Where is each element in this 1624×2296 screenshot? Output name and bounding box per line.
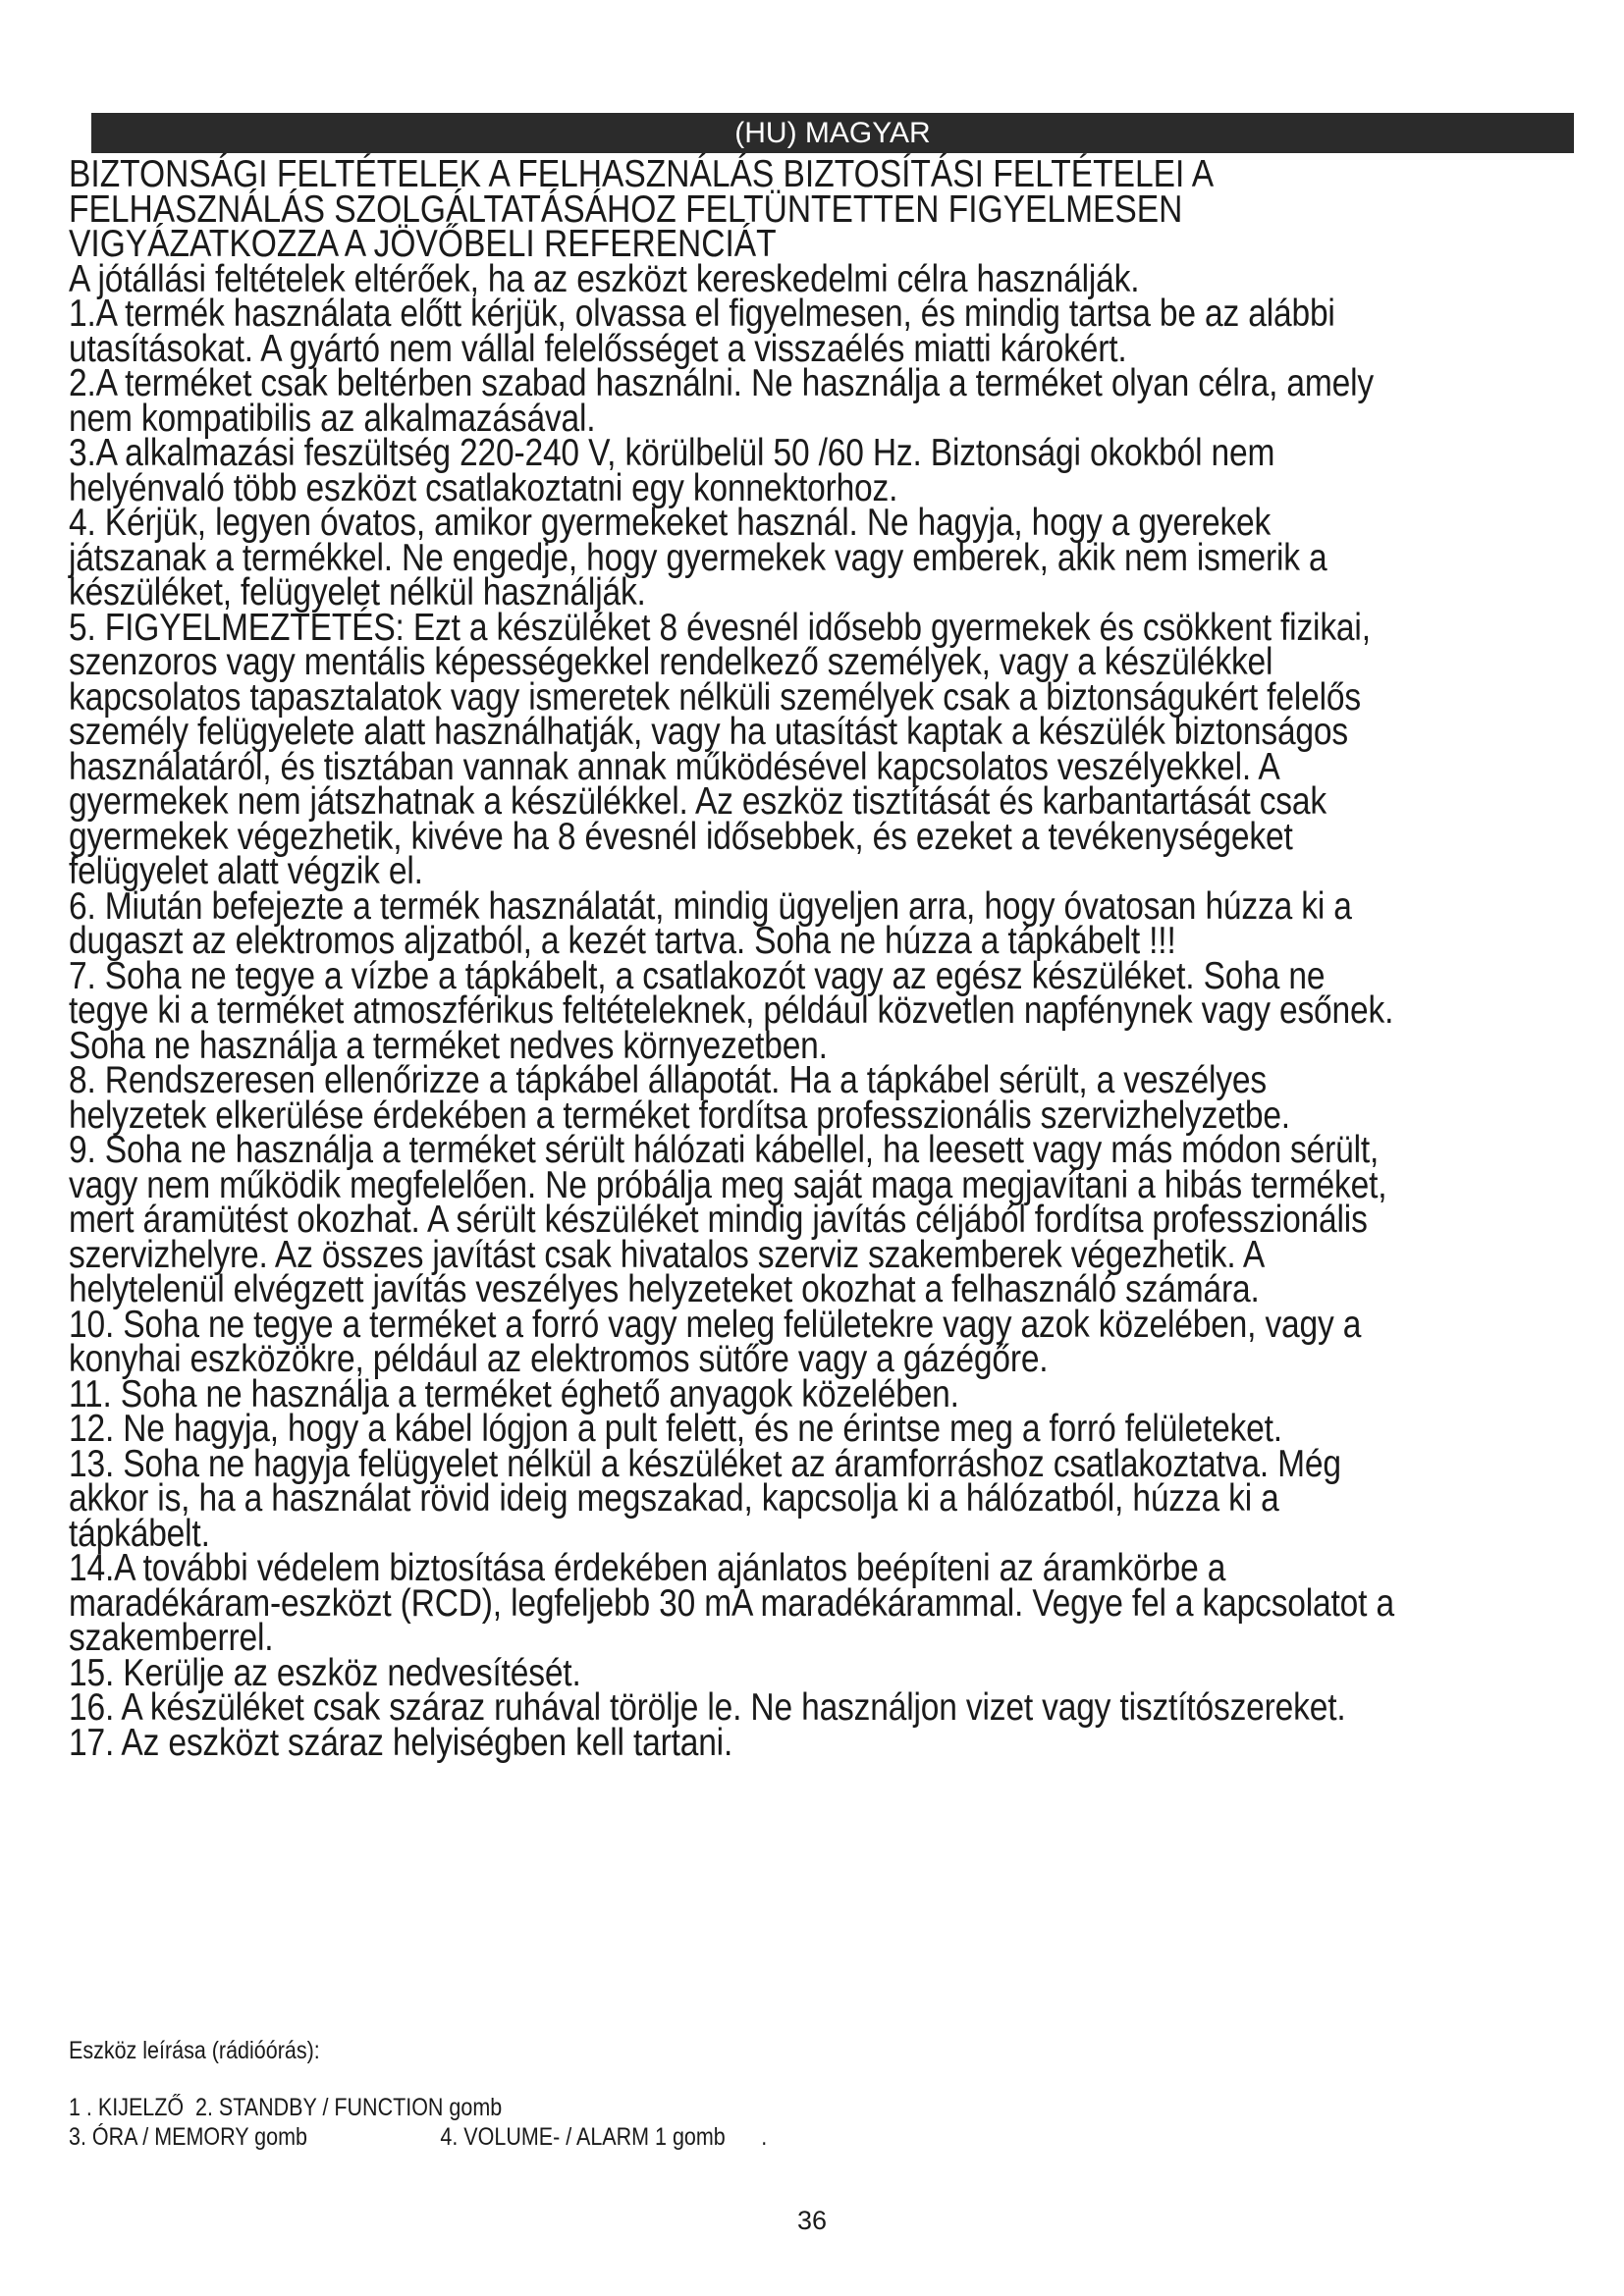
instruction-line: tegye ki a terméket atmoszférikus feltételeknek, például közvetlen napfénynek vagy esőnek.	[69, 989, 1394, 1032]
instruction-line: mert áramütést okozhat. A sérült készüléket mindig javítás céljából fordítsa professzionális	[69, 1199, 1368, 1241]
instruction-line: készüléket, felügyelet nélkül használják.	[69, 571, 646, 614]
instruction-line: vagy nem működik megfelelően. Ne próbálja meg saját maga megjavítani a hibás terméket,	[69, 1163, 1387, 1206]
instruction-line: Soha ne használja a terméket nedves környezetben.	[69, 1024, 828, 1067]
instruction-line: kapcsolatos tapasztalatok vagy ismeretek nélküli személyek csak a biztonságukért felelős	[69, 675, 1361, 719]
instruction-line: helyénvaló több eszközt csatlakoztatni egy konnektorhoz.	[69, 466, 898, 509]
instruction-line: 8. Rendszeresen ellenőrizze a tápkábel állapotát. Ha a tápkábel sérült, a veszélyes	[69, 1059, 1267, 1101]
instruction-line: helyzetek elkerülése érdekében a terméket fordítsa professzionális szervizhelyzetbe.	[69, 1094, 1290, 1137]
instruction-line: személy felügyelete alatt használhatják, vagy ha utasítást kaptak a készülék biztonságos	[69, 711, 1349, 753]
instruction-line: 5. FIGYELMEZTETÉS: Ezt a készüléket 8 évesnél idősebb gyermekek és csökkent fizikai,	[69, 606, 1371, 649]
instruction-item	[69, 1686, 1369, 1729]
instruction-line: 6. Miután befejezte a termék használatát, mindig ügyeljen arra, hogy óvatosan húzza ki a	[69, 884, 1352, 928]
instruction-line: 3.A alkalmazási feszültség 220-240 V, körülbelül 50 /60 Hz. Biztonsági okokból nem	[69, 432, 1275, 474]
instruction-line: 1.A termék használata előtt kérjük, olvassa el figyelmesen, és mindig tartsa be az alábbi	[69, 293, 1335, 335]
instruction-item	[69, 502, 1369, 614]
instruction-line: 2.A terméket csak beltérben szabad használni. Ne használja a terméket olyan célra, amely	[69, 362, 1375, 404]
part-trailing-dot: .	[761, 2123, 768, 2151]
instruction-line: gyermekek végezhetik, kivéve ha 8 évesnél idősebbek, és ezeket a tevékenységeket	[69, 815, 1293, 858]
title-line: BIZTONSÁGI FELTÉTELEK A FELHASZNÁLÁS BIZTOSÍTÁSI FELTÉTELEI A	[69, 153, 1215, 195]
instruction-line: 10. Soha ne tegye a terméket a forró vagy meleg felületekre vagy azok közelében, vagy a	[69, 1303, 1362, 1346]
instruction-item	[69, 1408, 1369, 1450]
page-number: 36	[796, 2206, 828, 2235]
instruction-item	[69, 1059, 1369, 1137]
parts-row-2	[69, 2122, 1369, 2152]
instruction-item	[69, 1372, 1369, 1415]
instruction-item	[69, 1129, 1387, 1310]
instruction-line: 11. Soha ne használja a terméket éghető anyagok közelében.	[69, 1372, 959, 1415]
instruction-line: 15. Kerülje az eszköz nedvesítését.	[69, 1651, 581, 1694]
part-volume-alarm1-button: 4. VOLUME- / ALARM 1 gomb	[440, 2123, 726, 2151]
instruction-line: 12. Ne hagyja, hogy a kábel lógjon a pult felett, és ne érintse meg a forró felületeket.	[69, 1408, 1282, 1450]
instruction-item	[69, 432, 1369, 509]
part-standby-function-button: 2. STANDBY / FUNCTION gomb	[195, 2094, 503, 2121]
instruction-line: konyhai eszközökre, például az elektromos sütőre vagy a gázégőre.	[69, 1338, 1049, 1380]
instruction-line: utasításokat. A gyártó nem vállal felelősséget a visszaélés miatti károkért.	[69, 327, 1127, 370]
instruction-line: szakemberrel.	[69, 1617, 274, 1659]
instruction-line: akkor is, ha a használat rövid ideig megszakad, kapcsolja ki a hálózatból, húzza ki a	[69, 1477, 1279, 1520]
parts-row-1	[69, 2093, 1369, 2122]
language-header-bar: (HU) MAGYAR	[91, 113, 1574, 153]
warranty-intro: A jótállási feltételek eltérőek, ha az eszközt kereskedelmi célra használják.	[69, 257, 1140, 300]
instruction-line: 17. Az eszközt száraz helyiségben kell tartani.	[69, 1721, 733, 1764]
title-line: FELHASZNÁLÁS SZOLGÁLTATÁSÁHOZ FELTÜNTETTEN FIGYELMESEN	[69, 187, 1183, 231]
instruction-line: 7. Soha ne tegye a vízbe a tápkábelt, a csatlakozót vagy az egész készüléket. Soha ne	[69, 954, 1326, 997]
part-clock-memory-button: 3. ÓRA / MEMORY gomb	[69, 2123, 307, 2151]
instruction-line: 13. Soha ne hagyja felügyelet nélkül a készüléket az áramforráshoz csatlakoztatva. Még	[69, 1442, 1341, 1485]
safety-title	[69, 153, 1369, 265]
safety-instructions	[69, 153, 1394, 1764]
instruction-item	[69, 1651, 1369, 1694]
instruction-item	[69, 1721, 1369, 1764]
instruction-line: tápkábelt.	[69, 1512, 210, 1555]
instruction-line: 4. Kérjük, legyen óvatos, amikor gyermekeket használ. Ne hagyja, hogy a gyerekek	[69, 502, 1272, 544]
instruction-list	[69, 293, 1394, 1764]
instruction-line: dugaszt az elektromos aljzatból, a kezét tartva. Soha ne húzza a tápkábelt !!!	[69, 920, 1176, 962]
instruction-item	[69, 884, 1369, 962]
instruction-line: szervizhelyre. Az összes javítást csak hivatalos szerviz szakemberek végezhetik. A	[69, 1233, 1266, 1276]
part-display: 1 . KIJELZŐ	[69, 2094, 185, 2121]
instruction-line: játszanak a termékkel. Ne engedje, hogy gyermekek vagy emberek, akik nem ismerik a	[69, 536, 1327, 579]
instruction-item	[69, 293, 1369, 370]
instruction-item	[69, 362, 1375, 440]
instruction-line: 14.A további védelem biztosítása érdekében ajánlatos beépíteni az áramkörbe a	[69, 1547, 1226, 1589]
instruction-line: használatáról, és tisztában vannak annak működésével kapcsolatos veszélyekkel. A	[69, 745, 1280, 788]
instruction-line: szenzoros vagy mentális képességekkel rendelkező személyek, vagy a készülékkel	[69, 641, 1273, 683]
instruction-item	[69, 1547, 1394, 1659]
instruction-line: nem kompatibilis az alkalmazásával.	[69, 397, 596, 440]
instruction-line: felügyelet alatt végzik el.	[69, 850, 423, 892]
instruction-line: gyermekek nem játszhatnak a készülékkel. Az eszköz tisztítását és karbantartását csak	[69, 780, 1326, 823]
instruction-line: helytelenül elvégzett javítás veszélyes helyzeteket okozhat a felhasználó számára.	[69, 1268, 1260, 1310]
instruction-line: maradékáram-eszközt (RCD), legfeljebb 30 mA maradékárammal. Vegye fel a kapcsolatot a	[69, 1581, 1394, 1625]
instruction-item	[69, 1303, 1369, 1380]
instruction-item	[69, 1442, 1369, 1555]
instruction-item	[69, 606, 1371, 892]
instruction-item	[69, 954, 1394, 1067]
instruction-line: 9. Soha ne használja a terméket sérült hálózati kábellel, ha leesett vagy más módon sérült,	[69, 1129, 1380, 1171]
device-description-title: Eszköz leírása (rádióórás):	[69, 2037, 320, 2064]
device-description	[69, 2036, 1369, 2152]
title-line: VIGYÁZATKOZZA A JÖVŐBELI REFERENCIÁT	[69, 223, 777, 265]
instruction-line: 16. A készüléket csak száraz ruhával törölje le. Ne használjon vizet vagy tisztítószereket.	[69, 1686, 1346, 1729]
